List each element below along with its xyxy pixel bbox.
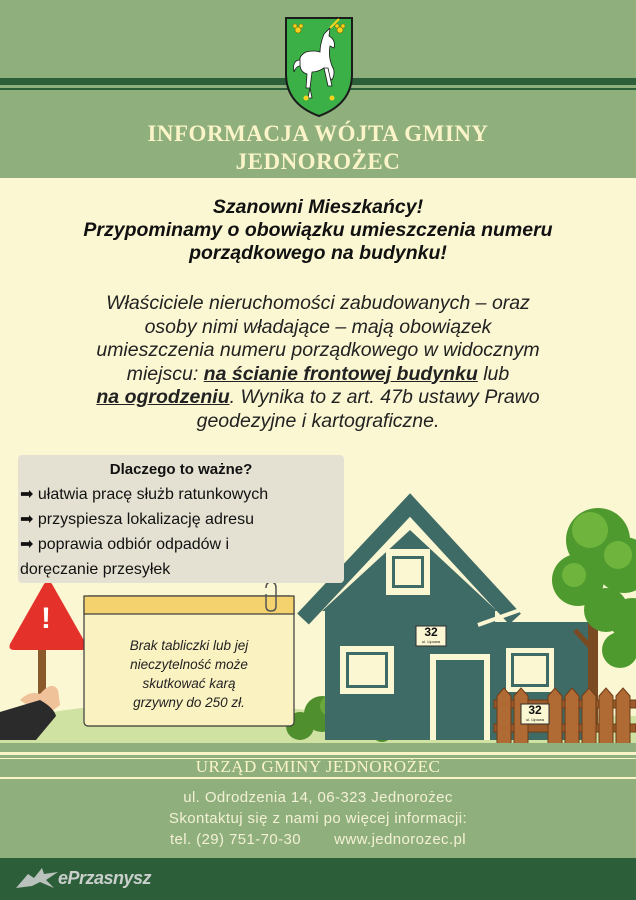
title-line-1: INFORMACJA WÓJTA GMINY [147, 121, 489, 146]
eprzasnysz-logo[interactable] [14, 862, 164, 896]
arrow-right-icon: ➡ [20, 511, 34, 528]
address: ul. Odrodzenia 14, 06-323 Jednorożec [183, 789, 453, 806]
fence-number: 32 [528, 703, 542, 717]
note-line-1: Brak tabliczki lub jej [129, 638, 249, 653]
headline-line-2: Przypominamy o obowiązku umieszczenia numeru [83, 219, 553, 241]
unicorn-coat-of-arms-icon [284, 16, 354, 118]
office-name: URZĄD GMINY JEDNOROŻEC [195, 757, 441, 776]
body-line-1: Właściciele nieruchomości zabudowanych – oraz [106, 292, 530, 314]
arrow-right-icon: ➡ [20, 536, 34, 553]
why-item-label: ułatwia pracę służb ratunkowych [37, 486, 269, 503]
title-line-2: JEDNOROŻEC [235, 149, 401, 174]
note-line-2: nieczytelność może [130, 657, 248, 672]
why-item [20, 510, 254, 530]
house-number: 32 [424, 625, 438, 639]
fence-street-plate: ul. Lipowa [525, 717, 544, 722]
page-title [0, 120, 636, 176]
footer-stripe-lower [0, 777, 636, 779]
body-line-4-pre: miejscu: [126, 362, 204, 385]
logo-text: ePrzasnysz [58, 868, 152, 888]
emphasis-fence: na ogrodzeniu [96, 386, 230, 408]
why-item [20, 485, 268, 505]
why-item [20, 535, 229, 555]
warning-sign [10, 582, 87, 700]
note-line-4: grzywny do 250 zł. [133, 695, 245, 710]
street-plate: ul. Lipowa [421, 639, 440, 644]
arrow-right-icon: ➡ [20, 486, 34, 503]
contact-invite: Skontaktuj się z nami po więcej informacji: [168, 810, 468, 827]
body-line-2: osoby nimi władające – mają obowiązek [144, 315, 492, 338]
body-line-4 [22, 363, 614, 387]
body-line-5 [22, 386, 614, 410]
website-link[interactable]: www.jednorozec.pl [334, 831, 467, 848]
eagle-icon [14, 864, 60, 892]
why-item-label: poprawia odbiór odpadów i [37, 536, 230, 553]
body-text [22, 292, 614, 433]
body-line-3: umieszczenia numeru porządkowego w widocznym [96, 339, 540, 361]
headline-line-3: porządkowego na budynku! [189, 242, 447, 264]
why-title: Dlaczego to ważne? [109, 461, 253, 478]
why-item-continuation: doręczanie przesyłek [20, 561, 171, 578]
fine-note [92, 636, 286, 712]
note-line-3: skutkować karą [142, 676, 236, 691]
emphasis-front-wall: na ścianie frontowej budynku [203, 362, 478, 385]
footer-stripe [0, 752, 636, 755]
house-number-plate [416, 626, 446, 644]
headline [0, 196, 636, 265]
why-item-label: przyspiesza lokalizację adresu [37, 511, 254, 528]
headline-line-1: Szanowni Mieszkańcy! [212, 196, 424, 218]
phone: tel. (29) 751-70-30 [169, 831, 301, 848]
body-line-6: geodezyjne i kartograficzne. [196, 409, 440, 432]
fence-number-plate [521, 704, 549, 722]
contact-row [0, 831, 636, 848]
body-line-4-post: lub [477, 362, 510, 385]
body-line-5-post: . Wynika to z art. 47b ustawy Prawo [229, 386, 540, 408]
exclamation-icon: ! [41, 602, 51, 635]
